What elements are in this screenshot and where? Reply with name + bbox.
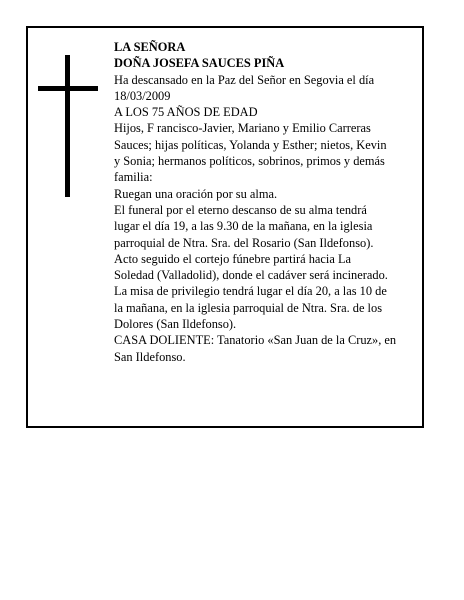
text-line: Sauces; hijas políticas, Yolanda y Esther; nietos, Kevin <box>114 137 387 152</box>
text-line: parroquial de Ntra. Sra. del Rosario (San Ildefonso). <box>114 235 374 250</box>
deceased-name: DOÑA JOSEFA SAUCES PIÑA <box>114 56 285 71</box>
age-line: A LOS 75 AÑOS DE EDAD <box>114 105 258 120</box>
text-line: CASA DOLIENTE: Tanatorio «San Juan de la Cruz», en <box>114 333 397 348</box>
text-line: San Ildefonso. <box>114 349 186 364</box>
text-line: y Sonia; hermanos políticos, sobrinos, primos y demás <box>114 154 385 169</box>
text-line: Dolores (San Ildefonso). <box>114 317 237 332</box>
cross-icon <box>65 55 70 197</box>
cross-icon-crossbar <box>38 86 98 91</box>
text-line: La misa de privilegio tendrá lugar el día 20, a las 10 de <box>114 284 387 299</box>
text-line: familia: <box>114 170 153 185</box>
text-line: Soledad (Valladolid), donde el cadáver será incinerado. <box>114 268 388 283</box>
text-line: Ruegan una oración por su alma. <box>114 186 278 201</box>
obituary-text <box>114 39 420 365</box>
text-line: la mañana, en la iglesia parroquial de Ntra. Sra. de los <box>114 300 383 315</box>
text-line: Acto seguido el cortejo fúnebre partirá hacia La <box>114 251 352 266</box>
text-line: El funeral por el eterno descanso de su alma tendrá <box>114 202 367 217</box>
text-line: lugar el día 19, a las 9.30 de la mañana, en la iglesia <box>114 219 373 234</box>
title-line: LA SEÑORA <box>114 40 186 54</box>
text-line: Hijos, F rancisco-Javier, Mariano y Emilio Carreras <box>114 121 371 136</box>
text-line: Ha descansado en la Paz del Señor en Segovia el día <box>114 72 375 87</box>
text-line: 18/03/2009 <box>114 88 171 103</box>
